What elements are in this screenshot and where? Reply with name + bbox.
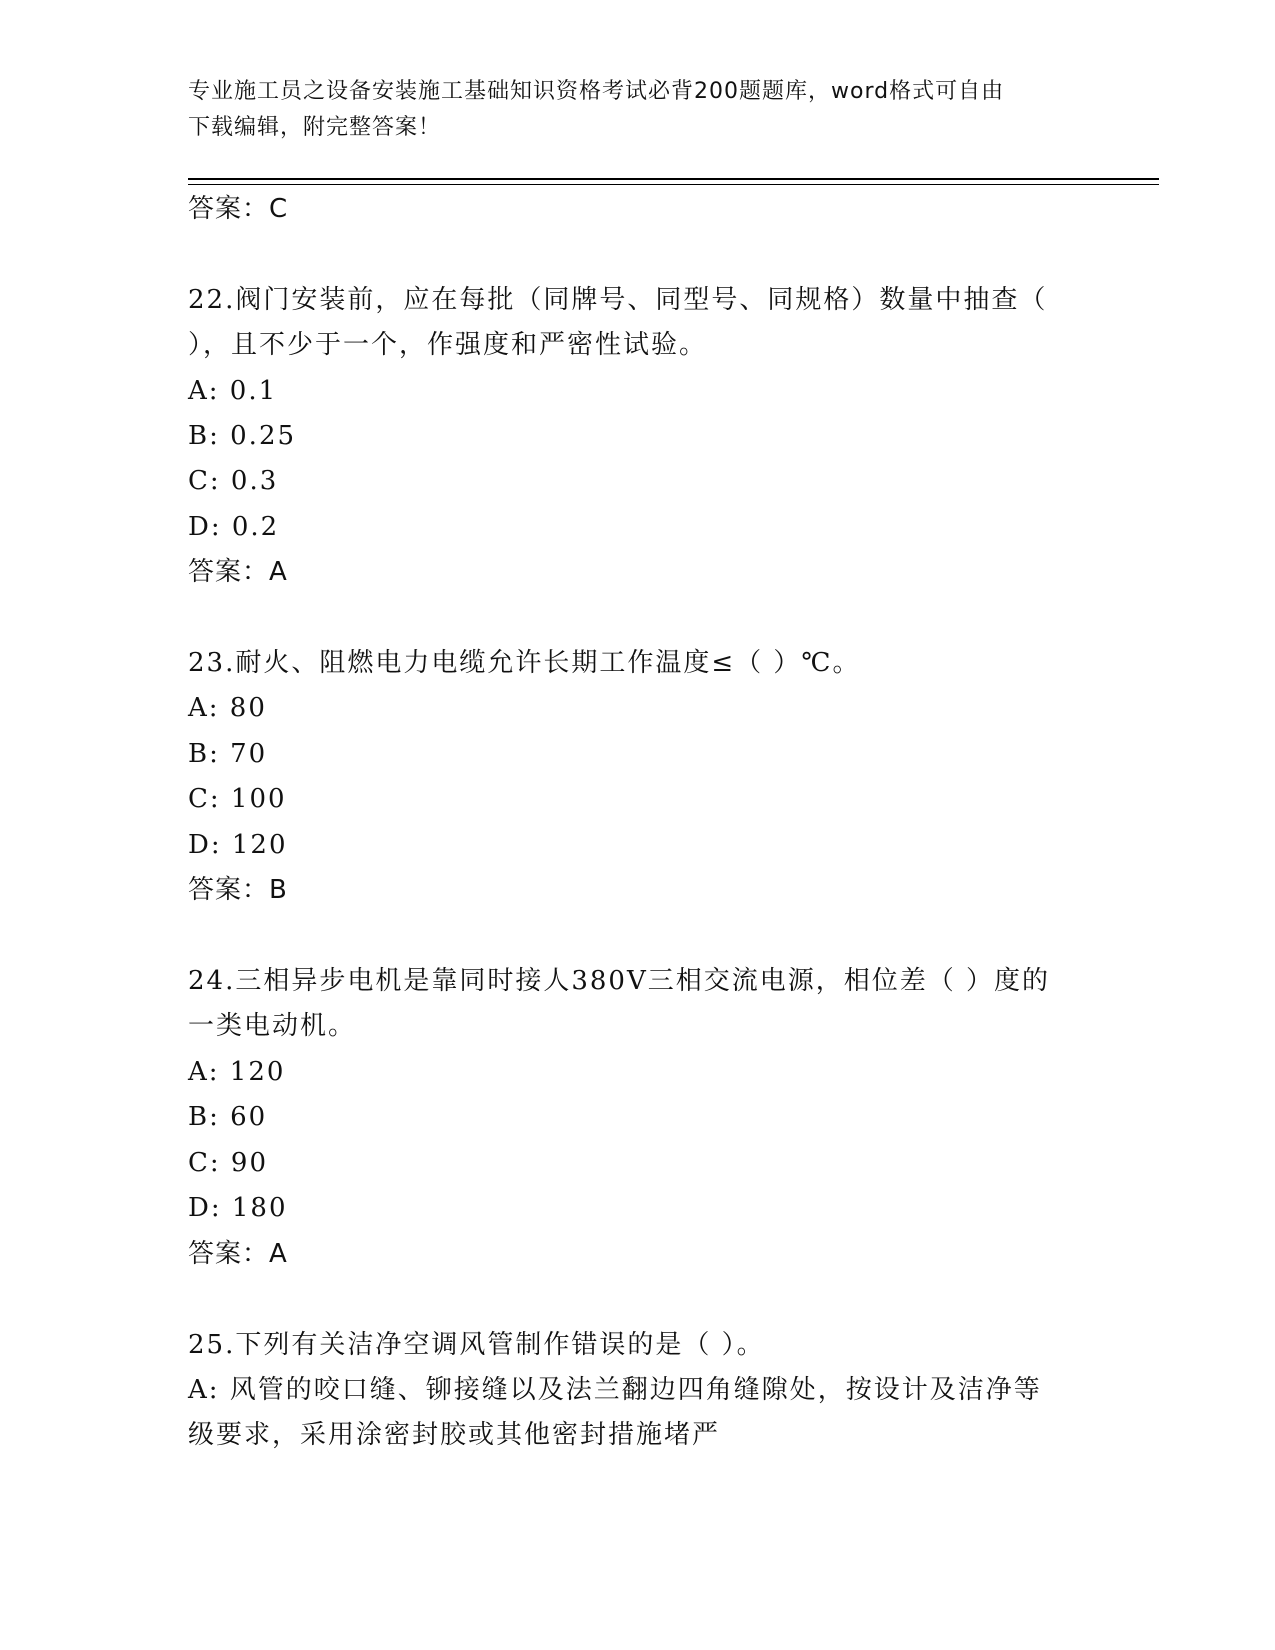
header-rule-thick bbox=[188, 178, 1159, 180]
option-line: A: 80 bbox=[188, 693, 267, 723]
option-line: A: 风管的咬口缝、铆接缝以及法兰翻边四角缝隙处，按设计及洁净等 bbox=[188, 1375, 1042, 1405]
header-line-1: 专业施工员之设备安装施工基础知识资格考试必背200题题库，word格式可自由 bbox=[188, 79, 1005, 104]
option-line: D: 180 bbox=[188, 1193, 288, 1223]
answer-line: 答案：B bbox=[188, 875, 288, 905]
option-line: C: 90 bbox=[188, 1148, 269, 1178]
answer-line: 答案：A bbox=[188, 557, 288, 587]
option-line: C: 100 bbox=[188, 784, 287, 814]
question-line: ），且不少于一个，作强度和严密性试验。 bbox=[188, 330, 708, 360]
answer-line: 答案：A bbox=[188, 1239, 288, 1269]
header-line-2: 下载编辑，附完整答案！ bbox=[188, 115, 442, 140]
option-line: B: 70 bbox=[188, 739, 268, 769]
question-line: 25.下列有关洁净空调风管制作错误的是（ ）。 bbox=[188, 1330, 765, 1360]
option-line: C: 0.3 bbox=[188, 466, 279, 496]
question-line: 22.阀门安装前，应在每批（同牌号、同型号、同规格）数量中抽查（ bbox=[188, 285, 1048, 315]
option-line: B: 0.25 bbox=[188, 421, 297, 451]
option-line: D: 0.2 bbox=[188, 512, 280, 542]
option-line: 级要求，采用涂密封胶或其他密封措施堵严 bbox=[188, 1420, 721, 1450]
option-line: B: 60 bbox=[188, 1102, 268, 1132]
answer-line: 答案：C bbox=[188, 194, 289, 224]
option-line: A: 120 bbox=[188, 1057, 286, 1087]
document-header bbox=[188, 74, 1088, 146]
question-line: 23.耐火、阻燃电力电缆允许长期工作温度≤（ ）℃。 bbox=[188, 648, 861, 678]
option-line: D: 120 bbox=[188, 830, 288, 860]
option-line: A: 0.1 bbox=[188, 376, 278, 406]
question-line: 24.三相异步电机是靠同时接人380V三相交流电源，相位差（ ）度的 bbox=[188, 966, 1051, 996]
question-line: 一类电动机。 bbox=[188, 1011, 357, 1041]
header-rule-thin bbox=[188, 184, 1159, 185]
